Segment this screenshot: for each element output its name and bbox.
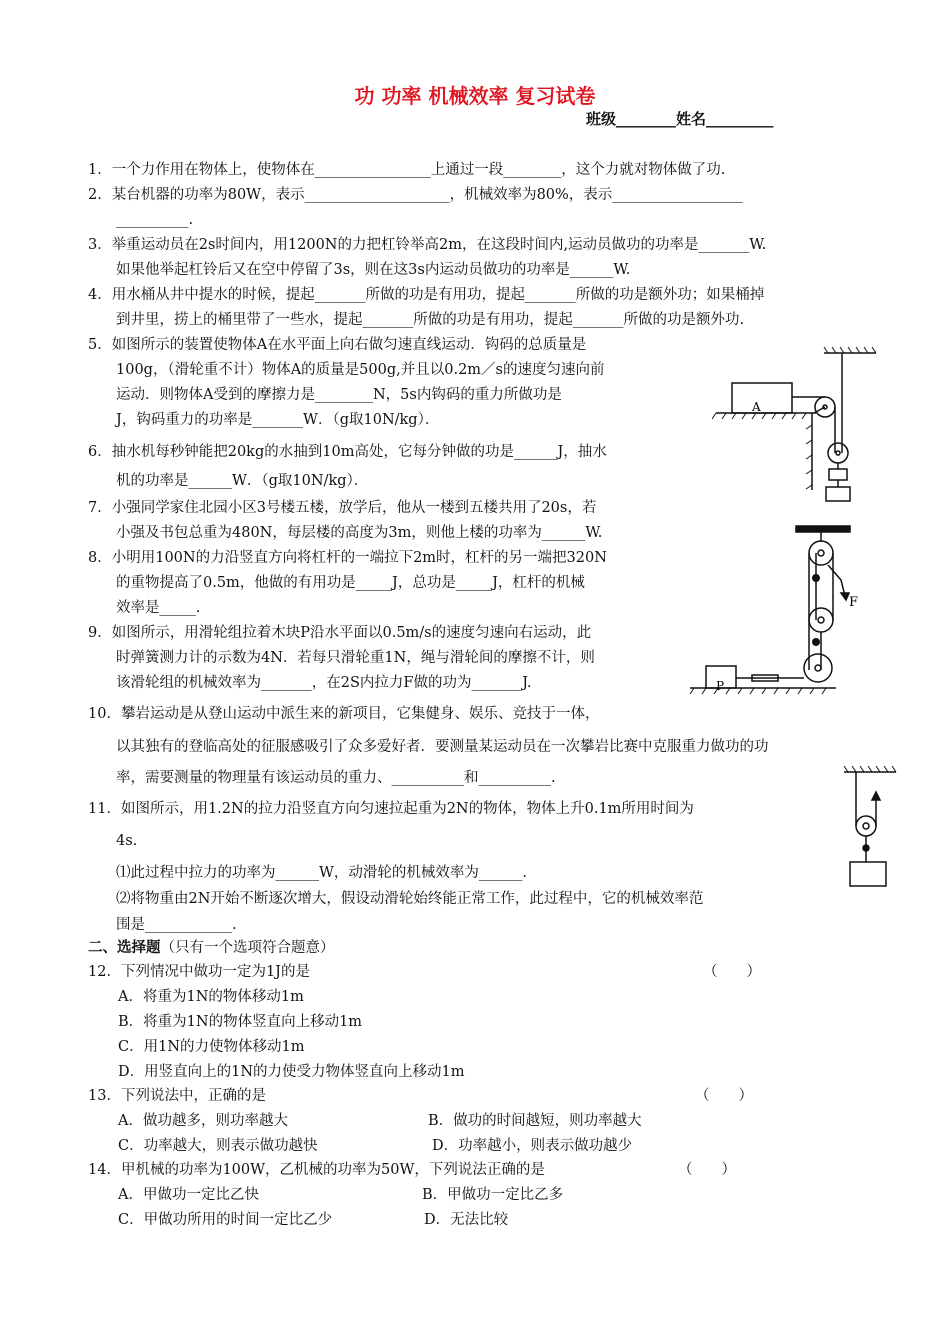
figure-block-pulley <box>712 345 892 515</box>
question-7-cont: 小强及书包总重为480N，每层楼的高度为3m，则他上楼的功率为______W. <box>116 525 603 541</box>
question-5-cont2: 运动．则物体A受到的摩擦力是________N，5s内钩码的重力所做功是 <box>116 387 562 403</box>
question-6: 6．抽水机每秒钟能把20kg的水抽到10m高处，它每分钟做的功是______J，抽水 <box>88 444 607 460</box>
question-11-part1: ⑴此过程中拉力的功率为______W，动滑轮的机械效率为______. <box>116 865 528 881</box>
question-11-part2: ⑵将物重由2N开始不断逐次增大，假设动滑轮始终能正常工作，此过程中，它的机械效率范 <box>116 891 704 907</box>
section-2-note: （只有一个选项符合题意） <box>160 940 335 956</box>
question-13: 13．下列说法中，正确的是 <box>88 1088 266 1104</box>
question-3: 3．举重运动员在2s时间内，用1200N的力把杠铃举高2m，在这段时间内,运动员做功的功率是_______W. <box>88 237 767 253</box>
question-14-answer-paren: （ ） <box>678 1162 736 1178</box>
question-14-option-b: B．甲做功一定比乙多 <box>422 1187 564 1203</box>
question-10-cont1: 以其独有的登临高处的征服感吸引了众多爱好者．要测量某运动员在一次攀岩比赛中克服重力做功的功 <box>116 739 769 755</box>
question-4-cont: 到井里，捞上的桶里带了一些水，提起_______所做的功是有用功，提起_______所做的功是额外功. <box>116 312 745 328</box>
question-2: 2．某台机器的功率为80W，表示____________________，机械效率为80%，表示__________________ <box>88 187 743 203</box>
question-13-option-a: A．做功越多，则功率越大 <box>118 1113 288 1129</box>
question-8-cont2: 效率是_____. <box>116 600 201 616</box>
question-12-option-c: C．用1N的力使物体移动1m <box>118 1039 305 1055</box>
question-2-cont: __________. <box>116 212 194 228</box>
question-11-cont: 4s. <box>116 833 138 849</box>
figure-block-p-label: P <box>716 679 725 693</box>
question-13-answer-paren: （ ） <box>695 1088 753 1104</box>
section-2-heading <box>88 939 335 957</box>
question-3-cont: 如果他举起杠铃后又在空中停留了3s，则在这3s内运动员做功的功率是______W. <box>116 262 631 278</box>
question-8: 8．小明用100N的力沿竖直方向将杠杆的一端拉下2m时，杠杆的另一端把320N <box>88 550 607 566</box>
page-title: 功 功率 机械效率 复习试卷 <box>354 84 596 108</box>
class-name-line: 班级________姓名_________ <box>586 110 774 128</box>
question-14-option-c: C．甲做功所用的时间一定比乙少 <box>118 1212 333 1228</box>
question-11: 11．如图所示，用1.2N的拉力沿竖直方向匀速拉起重为2N的物体，物体上升0.1m所用时间为 <box>88 801 694 817</box>
figure-pulley-system <box>686 520 886 700</box>
question-9-cont2: 该滑轮组的机械效率为_______，在2S内拉力F做的功为_______J. <box>116 675 532 691</box>
question-5-cont3: J，钩码重力的功率是_______W．（g取10N/kg）． <box>116 412 440 428</box>
question-12: 12．下列情况中做功一定为1J的是 <box>88 964 310 980</box>
figure-force-label: F <box>849 595 859 610</box>
question-12-option-b: B．将重为1N的物体竖直向上移动1m <box>118 1014 363 1030</box>
question-4: 4．用水桶从井中提水的时候，提起_______所做的功是有用功，提起_______所做的功是额外功；如果桶掉 <box>88 287 765 303</box>
question-1: 1．一个力作用在物体上，使物体在________________上通过一段________，这个力就对物体做了功. <box>88 162 726 178</box>
question-10-cont2: 率，需要测量的物理量有该运动员的重力、__________和__________. <box>116 770 556 786</box>
question-12-option-a: A．将重为1N的物体移动1m <box>118 989 304 1005</box>
question-8-cont1: 的重物提高了0.5m，他做的有用功是_____J，总功是_____J，杠杆的机械 <box>116 575 585 591</box>
figure-block-label: A <box>752 400 761 414</box>
question-5: 5．如图所示的装置使物体A在水平面上向右做匀速直线运动．钩码的总质量是 <box>88 337 587 353</box>
question-11-part2-cont: 围是____________. <box>116 917 237 933</box>
question-9-cont1: 时弹簧测力计的示数为4N．若每只滑轮重1N，绳与滑轮间的摩擦不计，则 <box>116 650 595 666</box>
question-13-option-b: B．做功的时间越短，则功率越大 <box>428 1113 642 1129</box>
question-13-option-c: C．功率越大，则表示做功越快 <box>118 1138 318 1154</box>
question-7: 7．小强同学家住北园小区3号楼五楼，放学后，他从一楼到五楼共用了20s，若 <box>88 500 597 516</box>
section-2-title: 二、选择题 <box>88 940 161 956</box>
question-6-cont: 机的功率是______W．（g取10N/kg）． <box>116 473 369 489</box>
question-12-answer-paren: （ ） <box>703 964 761 980</box>
question-14-option-d: D．无法比较 <box>424 1212 509 1228</box>
question-13-option-d: D．功率越小，则表示做功越少 <box>432 1138 633 1154</box>
question-12-option-d: D．用竖直向上的1N的力使受力物体竖直向上移动1m <box>118 1064 465 1080</box>
question-5-cont1: 100g，（滑轮重不计）物体A的质量是500g,并且以0.2m／s的速度匀速向前 <box>116 362 605 378</box>
question-14-option-a: A．甲做功一定比乙快 <box>118 1187 259 1203</box>
question-14: 14．甲机械的功率为100W，乙机械的功率为50W，下列说法正确的是 <box>88 1162 545 1178</box>
question-9: 9．如图所示，用滑轮组拉着木块P沿水平面以0.5m/s的速度匀速向右运动，此 <box>88 625 592 641</box>
question-10: 10．攀岩运动是从登山运动中派生来的新项目，它集健身、娱乐、竞技于一体， <box>88 706 600 722</box>
figure-movable-pulley <box>840 764 900 894</box>
